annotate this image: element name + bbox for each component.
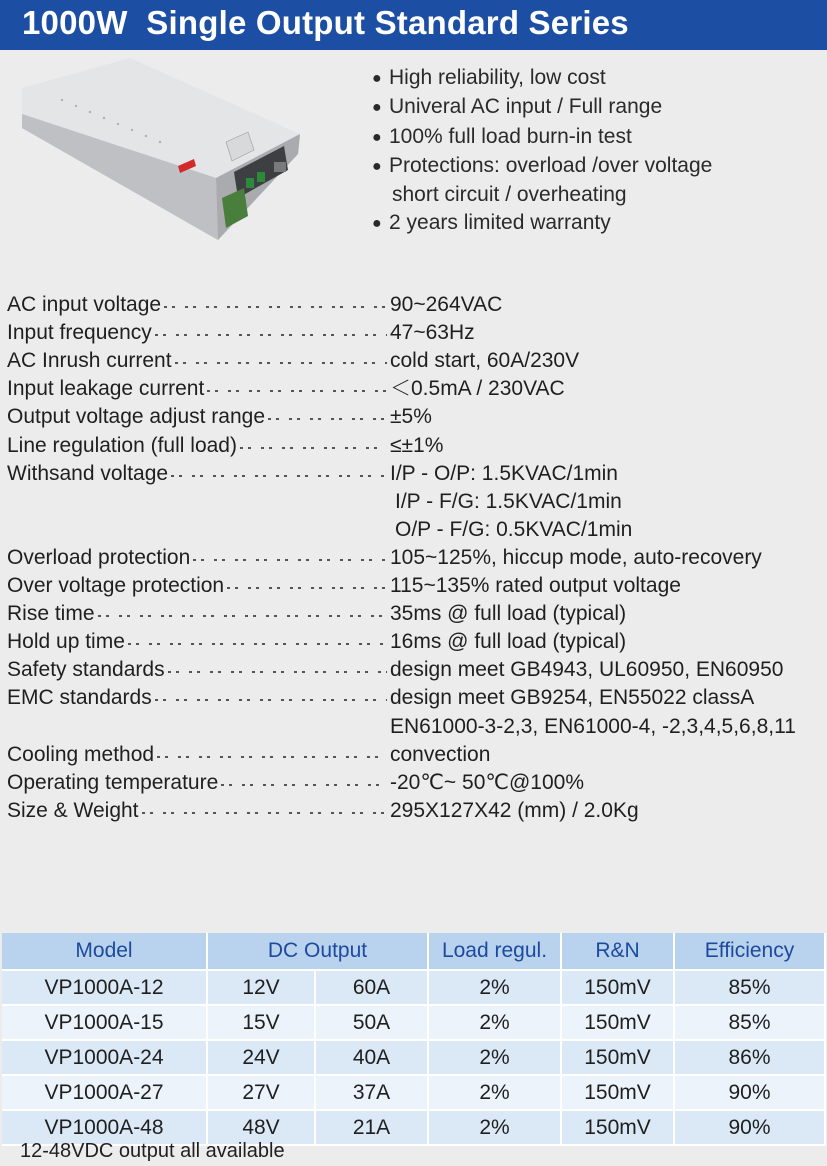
cell-load-regulation: 2%: [428, 1075, 561, 1110]
spec-row: [5, 684, 827, 712]
spec-row-continued: [5, 488, 827, 516]
spec-value: ＜0.5mA / 230VAC: [390, 377, 565, 401]
spec-row: [5, 600, 827, 628]
cell-voltage: 15V: [207, 1005, 315, 1040]
spec-value: 90~264VAC: [390, 293, 503, 316]
spec-value: I/P - O/P: 1.5KVAC/1min: [390, 461, 618, 485]
cell-efficiency: 85%: [674, 1005, 825, 1040]
col-ripple-noise: R&N: [561, 933, 674, 970]
cell-voltage: 48V: [207, 1110, 315, 1145]
feature-item: ● High reliability, low cost: [372, 64, 712, 93]
cell-efficiency: 90%: [674, 1075, 825, 1110]
cell-efficiency: 86%: [674, 1040, 825, 1075]
spec-label: Hold up time: [7, 628, 128, 656]
feature-list: [372, 64, 712, 239]
feature-item: ● 100% full load burn-in test: [372, 123, 712, 152]
spec-row: [5, 544, 827, 572]
cell-ripple-noise: 150mV: [561, 1110, 674, 1145]
cell-model: VP1000A-48: [2, 1110, 207, 1145]
spec-row: [5, 291, 827, 319]
spec-value: ≤±1%: [390, 433, 444, 457]
spec-row: [5, 572, 827, 600]
spec-row: [5, 656, 827, 684]
cell-model: VP1000A-24: [2, 1040, 207, 1075]
feature-item: ● 2 years limited warranty: [372, 209, 712, 238]
spec-row: [5, 432, 827, 460]
spec-label: Overload protection: [7, 544, 193, 572]
cell-ripple-noise: 150mV: [561, 970, 674, 1005]
spec-value: 115~135% rated output voltage: [390, 574, 681, 597]
cell-current: 21A: [315, 1110, 428, 1145]
dotted-leader: [207, 390, 387, 392]
dotted-leader: [98, 615, 387, 617]
spec-value: design meet GB4943, UL60950, EN60950: [390, 658, 784, 682]
cell-load-regulation: 2%: [428, 970, 561, 1005]
dotted-leader: [155, 334, 387, 336]
bullet-icon: ●: [372, 70, 382, 87]
title-bar: [0, 0, 827, 50]
dotted-leader: [175, 362, 387, 364]
model-table: [2, 933, 825, 1146]
spec-label: AC input voltage: [7, 291, 164, 319]
spec-row: [5, 319, 827, 347]
cell-current: 40A: [315, 1040, 428, 1075]
spec-value-continued: I/P - F/G: 1.5KVAC/1min: [395, 489, 622, 513]
cell-ripple-noise: 150mV: [561, 1005, 674, 1040]
feature-item-continued: short circuit / overheating: [392, 183, 627, 207]
table-row: [2, 1040, 825, 1075]
spec-value: 16ms @ full load (typical): [390, 630, 627, 654]
dotted-leader: [193, 559, 387, 561]
spec-label: Size & Weight: [7, 797, 142, 825]
cell-load-regulation: 2%: [428, 1040, 561, 1075]
spec-label: Output voltage adjust range: [7, 403, 268, 431]
cell-voltage: 12V: [207, 970, 315, 1005]
table-row: [2, 1075, 825, 1110]
spec-label: Rise time: [7, 600, 98, 628]
cell-ripple-noise: 150mV: [561, 1040, 674, 1075]
cell-voltage: 24V: [207, 1040, 315, 1075]
col-dc-output: DC Output: [207, 933, 428, 970]
spec-row: [5, 797, 827, 825]
cell-efficiency: 90%: [674, 1110, 825, 1145]
dotted-leader: [171, 475, 387, 477]
spec-label: Over voltage protection: [7, 572, 227, 600]
col-efficiency: Efficiency: [674, 933, 825, 970]
cell-current: 60A: [315, 970, 428, 1005]
spec-value-continued: EN61000-3-2,3, EN61000-4, -2,3,4,5,6,8,11: [390, 714, 796, 738]
spec-row-continued: [5, 713, 827, 741]
spec-value: ±5%: [390, 405, 432, 429]
spec-label: Input leakage current: [7, 375, 207, 403]
dotted-leader: [227, 587, 387, 589]
spec-label: Input frequency: [7, 319, 155, 347]
power-supply-product-image: [16, 58, 306, 248]
cell-model: VP1000A-15: [2, 1005, 207, 1040]
spec-label: Safety standards: [7, 656, 168, 684]
page-title: 1000W Single Output Standard Series: [22, 4, 629, 41]
cell-model: VP1000A-12: [2, 970, 207, 1005]
dotted-leader: [155, 699, 387, 701]
spec-value: convection: [390, 742, 491, 766]
spec-row: [5, 628, 827, 656]
cell-load-regulation: 2%: [428, 1005, 561, 1040]
spec-row: [5, 769, 827, 797]
spec-label: AC Inrush current: [7, 347, 175, 375]
bullet-icon: ●: [372, 215, 382, 233]
bullet-icon: ●: [372, 128, 382, 146]
col-model: Model: [2, 933, 207, 970]
dotted-leader: [164, 306, 387, 308]
dotted-leader: [268, 418, 387, 420]
spec-value: 35ms @ full load (typical): [390, 602, 627, 626]
dotted-leader: [168, 671, 387, 673]
spec-value: -20℃~ 50℃@100%: [390, 770, 585, 794]
dotted-leader: [157, 756, 387, 758]
cell-efficiency: 85%: [674, 970, 825, 1005]
dotted-leader: [142, 812, 387, 814]
cell-current: 50A: [315, 1005, 428, 1040]
dotted-leader: [128, 643, 387, 645]
cell-ripple-noise: 150mV: [561, 1075, 674, 1110]
col-load-regulation: Load regul.: [428, 933, 561, 970]
cell-load-regulation: 2%: [428, 1110, 561, 1145]
spec-row-continued: [5, 516, 827, 544]
spec-value: cold start, 60A/230V: [390, 349, 580, 373]
feature-item: ● Protections: overload /over voltage: [372, 152, 712, 181]
spec-label: Operating temperature: [7, 769, 221, 797]
table-row: [2, 1005, 825, 1040]
bullet-icon: ●: [372, 99, 382, 117]
spec-value: 105~125%, hiccup mode, auto-recovery: [390, 545, 762, 569]
spec-label: Cooling method: [7, 741, 157, 769]
spec-row: [5, 460, 827, 488]
spec-value-continued: O/P - F/G: 0.5KVAC/1min: [395, 517, 633, 541]
spec-value: 47~63Hz: [390, 321, 475, 345]
spec-label: EMC standards: [7, 684, 155, 712]
footnote: 12-48VDC output all available: [20, 1140, 285, 1162]
spec-label: Withsand voltage: [7, 460, 171, 488]
table-row: [2, 970, 825, 1005]
bullet-icon: ●: [372, 157, 382, 175]
dotted-leader: [240, 447, 387, 449]
spec-value: 295X127X42 (mm) / 2.0Kg: [390, 798, 639, 822]
cell-voltage: 27V: [207, 1075, 315, 1110]
spec-value: design meet GB9254, EN55022 classA: [390, 686, 755, 710]
cell-current: 37A: [315, 1075, 428, 1110]
dotted-leader: [221, 784, 387, 786]
spec-row: [5, 403, 827, 431]
table-header-row: [2, 933, 825, 970]
spec-row: [5, 347, 827, 375]
spec-label: Line regulation (full load): [7, 432, 240, 460]
feature-item: ● Univeral AC input / Full range: [372, 93, 712, 122]
spec-row: [5, 741, 827, 769]
spec-row: [5, 375, 827, 403]
cell-model: VP1000A-27: [2, 1075, 207, 1110]
